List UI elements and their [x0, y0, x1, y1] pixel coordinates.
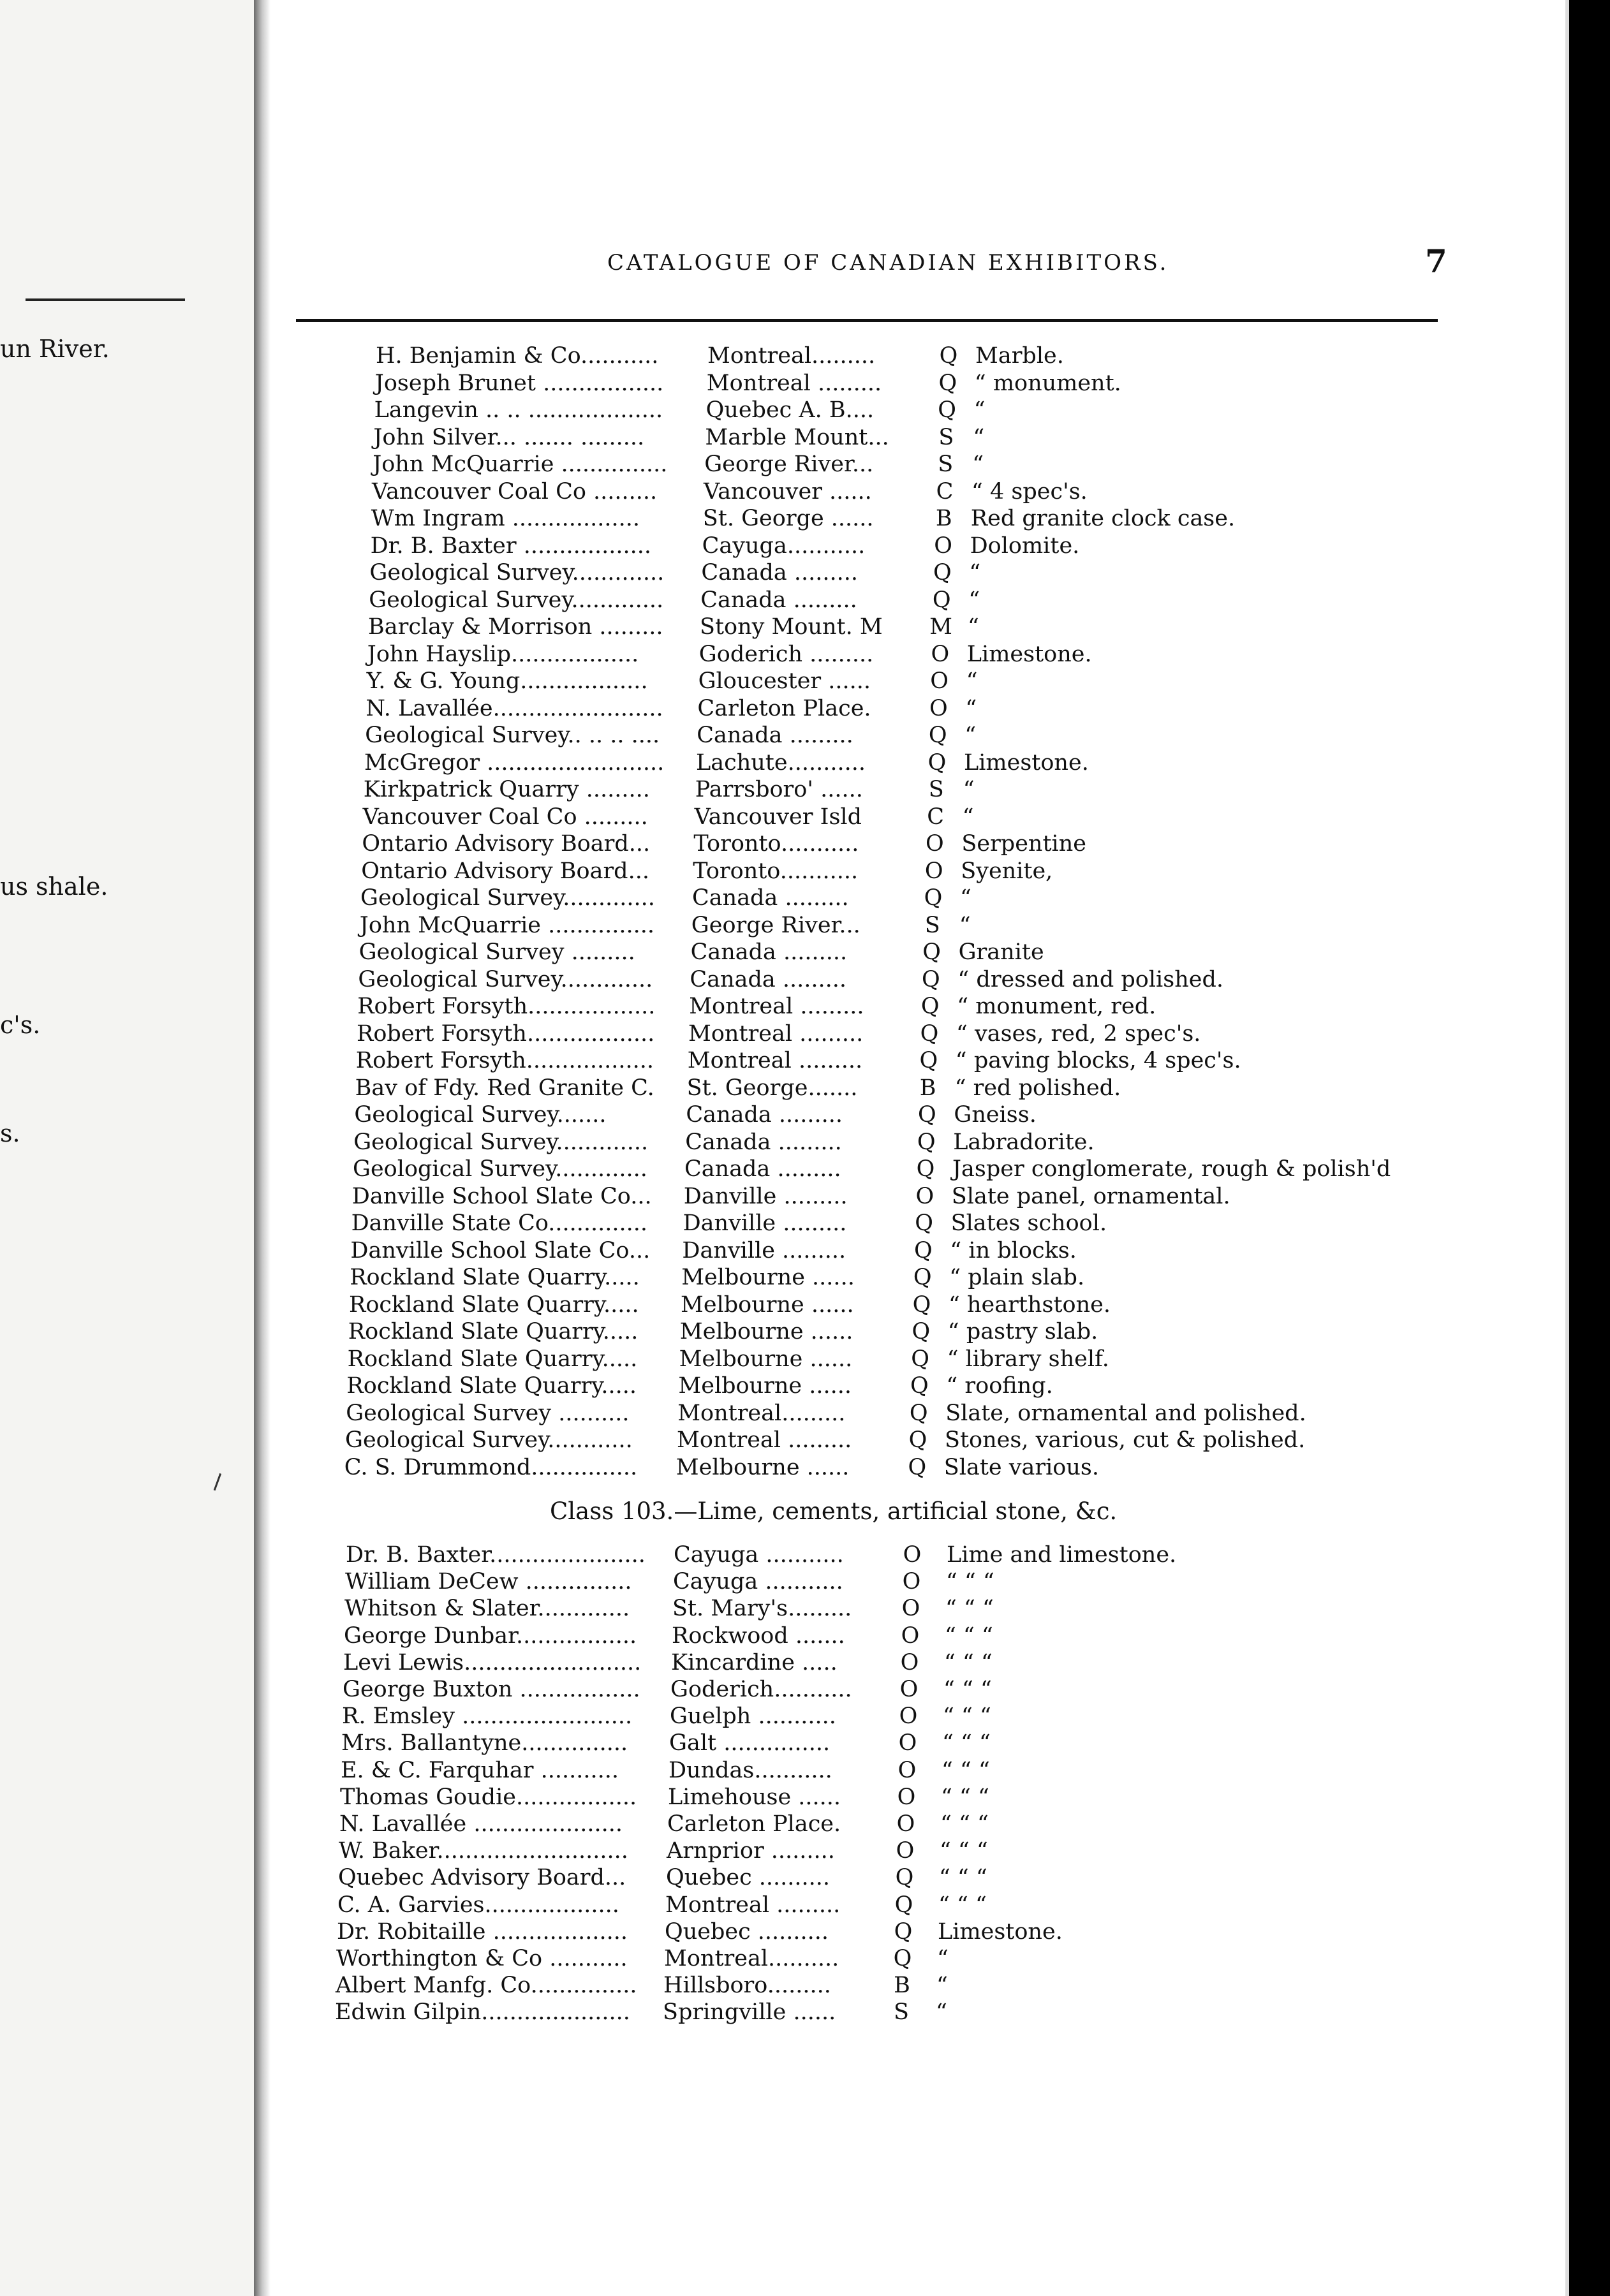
exhibitor-location: Melbourne ...... — [679, 1319, 853, 1344]
exhibitor-name: Geological Survey............. — [369, 560, 665, 585]
exhibitor-province: Q — [917, 1129, 936, 1155]
exhibit-description: Slate panel, ornamental. — [951, 1183, 1230, 1209]
exhibitor-name: Edwin Gilpin..................... — [335, 1999, 630, 2026]
exhibitor-province: Q — [914, 1237, 933, 1263]
exhibitor-location: Cayuga ........... — [674, 1542, 844, 1568]
exhibitor-name: Robert Forsyth.................. — [357, 994, 656, 1019]
exhibitor-name: Vancouver Coal Co ......... — [362, 804, 648, 830]
exhibitor-location: Canada ......... — [697, 723, 853, 748]
exhibitor-name: R. Emsley ........................ — [342, 1704, 633, 1730]
exhibitor-location: Carleton Place. — [697, 695, 871, 721]
exhibitor-location: Vancouver Isld — [694, 804, 862, 830]
exhibitor-name: Y. & G. Young.................. — [366, 668, 648, 694]
exhibitor-location: Canada ......... — [692, 885, 849, 911]
exhibitor-name: N. Lavallée........................ — [366, 695, 663, 721]
exhibitor-province: Q — [928, 723, 947, 748]
exhibitor-location: Canada ......... — [686, 1102, 843, 1128]
exhibitor-name: C. S. Drummond............... — [344, 1454, 638, 1480]
exhibitor-name: Albert Manfg. Co............... — [336, 1973, 637, 1999]
exhibitor-province: Q — [927, 749, 947, 776]
exhibitor-province: S — [938, 424, 954, 450]
exhibit-description: “ — [966, 668, 978, 694]
exhibitor-name: Rockland Slate Quarry..... — [348, 1319, 639, 1344]
exhibitor-province: O — [901, 1623, 920, 1649]
exhibitor-name: Joseph Brunet ................. — [374, 370, 664, 396]
exhibitor-province: Q — [915, 1211, 933, 1236]
exhibit-description: “ — [960, 885, 971, 911]
exhibit-description: “ “ “ — [944, 1649, 993, 1675]
exhibitor-name: Geological Survey............. — [360, 885, 655, 911]
exhibitor-name: McGregor ......................... — [364, 749, 665, 776]
exhibitor-location: Goderich........... — [670, 1677, 852, 1702]
exhibitor-province: O — [903, 1542, 922, 1568]
exhibitor-location: Melbourne ...... — [678, 1373, 852, 1399]
exhibitor-name: Mrs. Ballantyne............... — [341, 1730, 628, 1756]
exhibitor-name: Geological Survey....... — [354, 1102, 607, 1128]
exhibitor-name: Wm Ingram .................. — [371, 506, 640, 531]
exhibitor-location: Quebec A. B.... — [705, 397, 875, 423]
exhibitor-province: Q — [893, 1946, 912, 1971]
exhibit-description: “ “ “ — [946, 1569, 994, 1595]
exhibitor-province: Q — [938, 397, 956, 423]
exhibit-description: “ “ “ — [943, 1704, 991, 1730]
exhibitor-location: Parrsboro' ...... — [695, 777, 863, 802]
left-page-rule — [26, 298, 185, 301]
exhibit-description: “ — [936, 1999, 947, 2026]
exhibit-description: “ — [959, 912, 971, 938]
exhibitor-location: Canada ......... — [684, 1156, 841, 1182]
exhibit-description: “ — [936, 1973, 948, 1999]
exhibitor-location: Montreal......... — [677, 1400, 846, 1426]
exhibitor-name: N. Lavallée ..................... — [339, 1811, 623, 1837]
exhibitor-province: O — [901, 1596, 920, 1622]
left-fragment: s. — [0, 1119, 20, 1147]
exhibit-description: Limestone. — [966, 641, 1092, 667]
exhibitor-location: Carleton Place. — [667, 1811, 841, 1837]
exhibitor-location: Canada ......... — [690, 966, 846, 992]
exhibitor-name: H. Benjamin & Co........... — [376, 343, 659, 369]
left-fragment: un River. — [0, 335, 110, 363]
exhibitor-province: O — [930, 668, 949, 694]
page-number: 7 — [1425, 242, 1447, 280]
exhibitor-location: Canada ......... — [685, 1129, 842, 1155]
exhibitor-province: Q — [909, 1400, 928, 1426]
exhibitor-location: Melbourne ...... — [681, 1292, 854, 1318]
exhibit-description: Slates school. — [950, 1211, 1107, 1236]
exhibitor-location: Guelph ........... — [670, 1704, 836, 1730]
left-fragment: c's. — [0, 1011, 41, 1039]
exhibitor-province: O — [898, 1730, 917, 1756]
exhibit-description: “ “ “ — [938, 1892, 987, 1918]
exhibitor-name: W. Baker........................... — [339, 1838, 628, 1864]
exhibit-description: “ — [973, 424, 985, 450]
exhibitor-province: Q — [894, 1918, 913, 1945]
exhibit-description: “ — [937, 1946, 949, 1971]
exhibitor-name: William DeCew ............... — [345, 1569, 632, 1595]
exhibit-description: “ library shelf. — [947, 1346, 1109, 1372]
exhibit-description: “ — [963, 777, 975, 802]
exhibit-description: Slate, ornamental and polished. — [945, 1400, 1306, 1426]
exhibitor-name: Rockland Slate Quarry..... — [347, 1346, 638, 1372]
exhibitor-location: Dundas........... — [668, 1757, 832, 1783]
exhibit-description: Dolomite. — [970, 533, 1080, 559]
exhibitor-province: O — [899, 1704, 918, 1730]
exhibitor-name: Worthington & Co ........... — [336, 1946, 628, 1971]
exhibit-description: “ — [968, 614, 979, 640]
exhibitor-location: Danville ......... — [683, 1211, 847, 1236]
exhibit-description: “ monument. — [974, 370, 1121, 396]
exhibit-description: “ “ “ — [940, 1838, 988, 1864]
exhibitor-name: Dr. B. Baxter...................... — [346, 1542, 646, 1568]
exhibit-description: “ roofing. — [946, 1373, 1053, 1399]
exhibitor-province: Q — [919, 1048, 938, 1073]
exhibitor-location: George River... — [704, 452, 874, 477]
exhibitor-name: Geological Survey............. — [353, 1129, 649, 1155]
exhibitor-province: Q — [908, 1427, 927, 1453]
exhibitor-location: Montreal......... — [707, 343, 876, 369]
exhibitor-name: John McQuarrie ............... — [373, 452, 668, 477]
exhibitor-location: Toronto........... — [693, 831, 859, 857]
exhibitor-province: Q — [913, 1265, 932, 1290]
exhibit-description: “ hearthstone. — [949, 1292, 1111, 1318]
exhibitor-location: St. George ...... — [702, 506, 874, 531]
exhibitor-location: Springville ...... — [663, 1999, 836, 2026]
exhibitor-location: St. Mary's......... — [672, 1596, 852, 1622]
exhibitor-province: Q — [916, 1156, 935, 1182]
exhibitor-location: Vancouver ...... — [704, 478, 872, 504]
exhibit-description: Marble. — [975, 343, 1064, 369]
exhibitor-location: Galt ............... — [669, 1730, 831, 1756]
exhibit-description: “ “ “ — [939, 1865, 987, 1891]
exhibit-description: “ monument, red. — [957, 994, 1156, 1019]
exhibit-description: Gneiss. — [954, 1102, 1037, 1128]
exhibitor-province: Q — [908, 1454, 927, 1480]
exhibitor-name: Thomas Goudie................. — [340, 1784, 637, 1810]
exhibitor-province: O — [915, 1183, 934, 1209]
exhibitor-province: Q — [933, 560, 952, 585]
exhibitor-location: Kincardine ..... — [671, 1649, 838, 1675]
left-page-edge — [0, 0, 254, 2296]
exhibit-description: Lime and limestone. — [947, 1542, 1177, 1568]
exhibitor-location: Montreal ......... — [665, 1892, 841, 1918]
exhibit-description: “ — [965, 695, 977, 721]
exhibitor-name: Geological Survey............ — [345, 1427, 633, 1453]
exhibitor-name: Bav of Fdy. Red Granite C. — [355, 1075, 654, 1101]
exhibitor-location: Lachute........... — [696, 749, 866, 776]
exhibitor-location: Melbourne ...... — [679, 1346, 853, 1372]
exhibitor-location: Canada ......... — [700, 587, 857, 613]
exhibitor-name: Ontario Advisory Board... — [362, 831, 651, 857]
exhibitor-province: O — [934, 533, 952, 559]
catalogue-page — [270, 0, 1569, 2296]
exhibit-description: “ — [972, 452, 984, 477]
exhibitor-location: Montreal ......... — [688, 1020, 864, 1047]
exhibitor-location: Quebec .......... — [666, 1865, 831, 1891]
exhibitor-name: Geological Survey .......... — [346, 1400, 630, 1426]
exhibitor-location: Montreal ......... — [706, 370, 882, 396]
exhibitor-province: Q — [910, 1373, 929, 1399]
exhibit-description: “ paving blocks, 4 spec's. — [955, 1048, 1241, 1073]
exhibit-description: “ “ “ — [943, 1677, 992, 1702]
exhibitor-province: Q — [918, 1102, 936, 1128]
exhibitor-name: Geological Survey............. — [358, 966, 653, 992]
exhibitor-province: Q — [939, 343, 958, 369]
exhibitor-location: Montreal ......... — [687, 1048, 863, 1073]
exhibitor-location: George River... — [691, 912, 860, 938]
exhibit-description: “ “ “ — [941, 1784, 989, 1810]
exhibitor-province: O — [926, 831, 944, 857]
exhibitor-province: O — [897, 1784, 916, 1810]
exhibitor-name: John McQuarrie ............... — [359, 912, 655, 938]
exhibitor-province: C — [936, 478, 954, 504]
exhibit-description: Limestone. — [964, 749, 1089, 776]
exhibit-description: “ plain slab. — [949, 1265, 1085, 1290]
exhibitor-location: Limehouse ...... — [668, 1784, 841, 1810]
exhibit-description: “ in blocks. — [950, 1237, 1077, 1263]
exhibitor-province: O — [897, 1757, 917, 1783]
left-fragment: us shale. — [0, 872, 108, 901]
exhibit-description: “ — [973, 397, 986, 423]
exhibitor-location: Montreal ......... — [689, 994, 864, 1019]
exhibitor-province: O — [902, 1569, 921, 1595]
exhibitor-province: C — [927, 804, 944, 830]
exhibitor-location: Marble Mount... — [705, 424, 889, 450]
exhibitor-province: S — [894, 1999, 909, 2026]
exhibitor-name: Geological Survey............. — [369, 587, 664, 613]
header-rule — [296, 319, 1438, 322]
exhibitor-location: Goderich ......... — [698, 641, 874, 667]
exhibitor-location: Cayuga ........... — [673, 1569, 843, 1595]
exhibitor-name: Kirkpatrick Quarry ......... — [363, 777, 650, 802]
exhibitor-province: O — [899, 1677, 919, 1702]
exhibitor-location: Rockwood ....... — [672, 1623, 845, 1649]
exhibitor-name: Dr. Robitaille ................... — [337, 1918, 628, 1945]
exhibit-description: “ — [962, 804, 974, 830]
exhibit-description: “ — [968, 587, 980, 613]
exhibitor-province: O — [931, 641, 950, 667]
exhibit-description: Stones, various, cut & polished. — [945, 1427, 1306, 1453]
exhibitor-name: George Buxton ................. — [343, 1677, 640, 1702]
exhibitor-name: Danville School Slate Co... — [351, 1183, 652, 1209]
exhibit-description: “ — [964, 723, 977, 748]
exhibit-description: Jasper conglomerate, rough & polish'd — [952, 1156, 1391, 1182]
exhibitor-province: O — [896, 1811, 915, 1837]
exhibitor-province: Q — [938, 370, 957, 396]
exhibitor-province: O — [929, 695, 948, 721]
exhibitor-province: O — [900, 1649, 919, 1675]
exhibitor-name: Dr. B. Baxter .................. — [370, 533, 651, 559]
exhibitor-name: C. A. Garvies................... — [337, 1892, 619, 1918]
exhibit-description: “ — [969, 560, 981, 585]
exhibitor-province: Q — [894, 1892, 913, 1918]
exhibitor-name: Rockland Slate Quarry..... — [349, 1292, 639, 1318]
exhibitor-province: Q — [912, 1319, 931, 1344]
exhibitor-name: Quebec Advisory Board... — [338, 1865, 626, 1891]
exhibitor-name: Rockland Slate Quarry..... — [350, 1265, 640, 1290]
exhibitor-province: Q — [920, 994, 940, 1019]
exhibitor-name: Ontario Advisory Board... — [361, 858, 649, 884]
exhibitor-province: M — [929, 614, 952, 640]
exhibitor-name: Robert Forsyth.................. — [357, 1020, 655, 1047]
exhibitor-name: Geological Survey ......... — [358, 939, 635, 965]
exhibit-description: “ “ “ — [940, 1811, 989, 1837]
exhibitor-location: Quebec .......... — [665, 1918, 829, 1945]
exhibitor-name: Danville School Slate Co... — [350, 1237, 651, 1263]
exhibit-description: Slate various. — [943, 1454, 1100, 1480]
exhibit-description: “ dressed and polished. — [957, 966, 1223, 992]
exhibitor-location: Hillsboro......... — [663, 1973, 831, 1999]
exhibitor-province: B — [935, 506, 952, 531]
exhibitor-province: Q — [920, 1020, 939, 1047]
exhibitor-location: Montreal.......... — [664, 1946, 839, 1971]
exhibitor-name: Langevin .. .. ................... — [374, 397, 663, 423]
exhibit-description: Syenite, — [961, 858, 1053, 884]
exhibitor-name: Vancouver Coal Co ......... — [372, 478, 658, 504]
exhibit-description: “ “ “ — [942, 1757, 990, 1783]
book-gutter — [254, 0, 270, 2296]
exhibitor-name: Robert Forsyth.................. — [355, 1048, 654, 1073]
exhibitor-province: B — [894, 1973, 910, 1999]
exhibitor-province: Q — [932, 587, 951, 613]
exhibitor-location: Melbourne ...... — [681, 1265, 855, 1290]
exhibit-description: “ “ “ — [942, 1730, 991, 1756]
exhibitor-location: St. George....... — [686, 1075, 858, 1101]
exhibitor-location: Canada ......... — [690, 939, 848, 965]
exhibitor-location: Gloucester ...... — [698, 668, 871, 694]
exhibit-description: Labradorite. — [953, 1129, 1095, 1155]
exhibit-description: Red granite clock case. — [970, 506, 1236, 531]
page-header-title: CATALOGUE OF CANADIAN EXHIBITORS. — [607, 250, 1169, 276]
exhibit-description: “ “ “ — [945, 1623, 993, 1649]
exhibitor-location: Toronto........... — [693, 858, 859, 884]
class-heading: Class 103.—Lime, cements, artificial stone, &c. — [550, 1498, 1118, 1525]
exhibitor-province: S — [928, 777, 944, 802]
exhibitor-name: Barclay & Morrison ......... — [368, 614, 663, 640]
exhibitor-name: Geological Survey.. .. .. .... — [365, 723, 660, 748]
exhibitor-name: George Dunbar................. — [344, 1623, 637, 1649]
exhibitor-name: Danville State Co.............. — [351, 1211, 648, 1236]
exhibitor-location: Arnprior ......... — [667, 1838, 835, 1864]
exhibitor-province: O — [924, 858, 943, 884]
exhibitor-location: Stony Mount. M — [700, 614, 883, 640]
exhibitor-province: S — [924, 912, 940, 938]
exhibitor-name: E. & C. Farquhar ........... — [341, 1757, 619, 1783]
exhibitor-name: Rockland Slate Quarry..... — [346, 1373, 637, 1399]
exhibit-description: “ “ “ — [945, 1596, 994, 1622]
exhibit-description: Serpentine — [961, 831, 1086, 857]
exhibit-description: “ pastry slab. — [947, 1319, 1098, 1344]
exhibitor-province: Q — [895, 1865, 914, 1891]
exhibitor-province: S — [938, 452, 954, 477]
exhibit-description: Limestone. — [938, 1918, 1063, 1945]
exhibitor-province: Q — [922, 966, 940, 992]
exhibitor-name: Levi Lewis......................... — [343, 1649, 642, 1675]
exhibitor-province: Q — [922, 939, 941, 965]
exhibitor-name: John Silver... ....... ......... — [373, 424, 645, 450]
exhibitor-location: Danville ......... — [682, 1237, 846, 1263]
exhibit-description: Granite — [958, 939, 1044, 965]
exhibitor-province: Q — [912, 1292, 931, 1318]
exhibitor-province: B — [919, 1075, 936, 1101]
exhibit-description: “ red polished. — [954, 1075, 1121, 1101]
exhibit-description: “ vases, red, 2 spec's. — [956, 1020, 1201, 1047]
exhibit-description: “ 4 spec's. — [971, 478, 1088, 504]
exhibitor-province: O — [896, 1838, 915, 1864]
exhibitor-name: Whitson & Slater............. — [344, 1596, 630, 1622]
exhibitor-location: Danville ......... — [683, 1183, 848, 1209]
exhibitor-location: Canada ......... — [701, 560, 858, 585]
exhibitor-province: Q — [924, 885, 943, 911]
exhibitor-name: Geological Survey............. — [353, 1156, 647, 1182]
exhibitor-location: Cayuga........... — [702, 533, 866, 559]
exhibitor-location: Melbourne ...... — [676, 1454, 850, 1480]
exhibitor-name: John Hayslip.................. — [367, 641, 639, 667]
exhibitor-province: Q — [911, 1346, 929, 1372]
exhibitor-location: Montreal ......... — [677, 1427, 852, 1453]
